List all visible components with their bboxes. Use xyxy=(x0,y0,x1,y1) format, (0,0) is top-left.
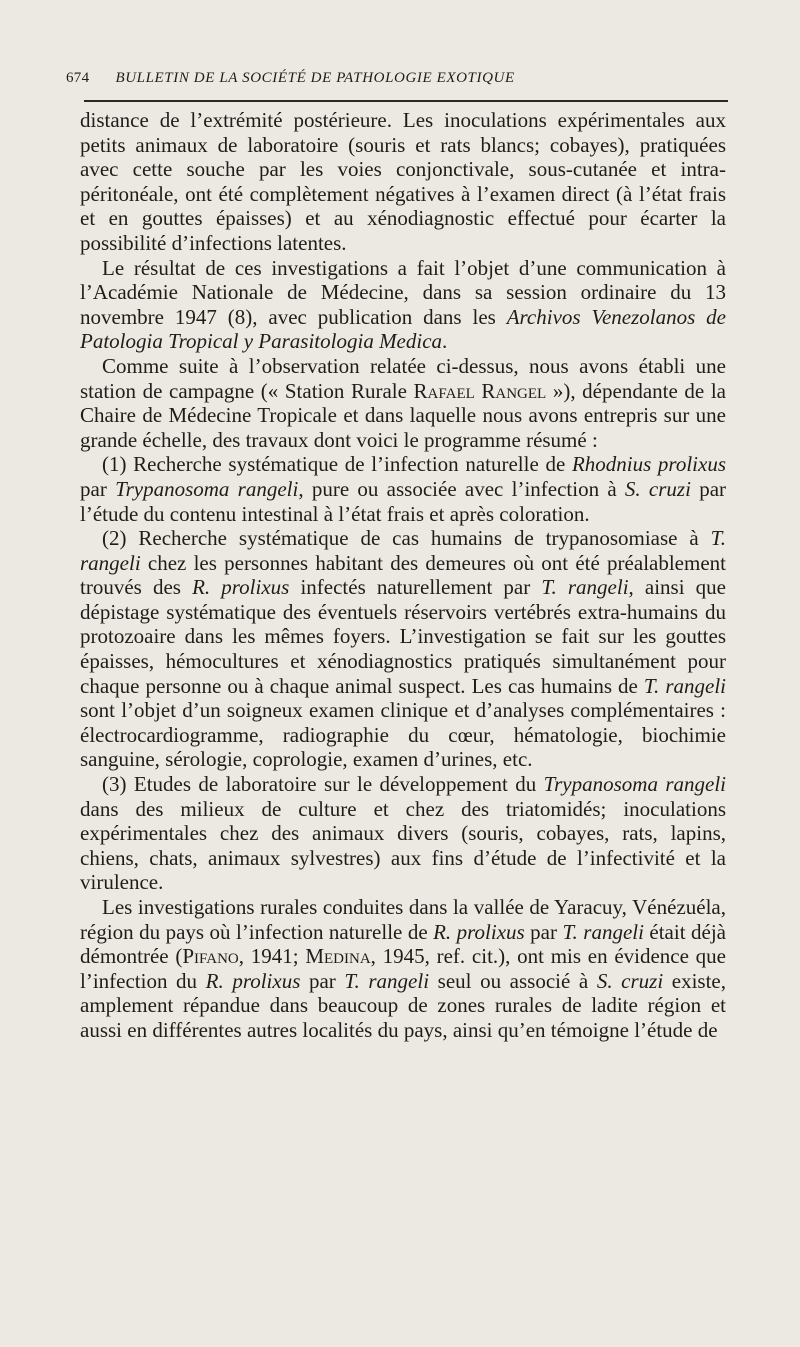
text-run: seul ou associé à xyxy=(429,968,597,993)
small-caps-name: Medina xyxy=(305,944,371,969)
italic-text: Rhodnius prolixus xyxy=(571,452,726,477)
body-text xyxy=(80,108,726,1043)
italic-text: R. prolixus xyxy=(433,919,525,944)
italic-text: S. cruzi xyxy=(624,476,691,501)
italic-text: Trypanosoma rangeli xyxy=(543,772,726,797)
text-run: par xyxy=(524,919,563,944)
text-run: par l’étude du contenu intestinal à l’état frais et après coloration. xyxy=(80,476,727,526)
italic-text: Archivos Venezolanos de Patologia Tropical y Parasitologia Medica xyxy=(80,304,726,354)
italic-text: T. rangeli xyxy=(562,919,644,944)
paragraph xyxy=(80,108,726,256)
paragraph xyxy=(80,526,726,772)
text-run: Comme suite à l’observation relatée ci-dessus, nous avons établi une station de campagne (« Station Rurale xyxy=(80,353,726,403)
small-caps-name: Pifano xyxy=(182,944,239,969)
paragraph xyxy=(80,895,726,1043)
text-run: chez les personnes habitant des demeures où ont été préalablement trouvés des xyxy=(80,550,726,600)
text-run: Le résultat de ces investigations a fait l’objet d’une communication à l’Académie Nationale de Médecine, dans sa session ordinaire du 13 novembre 1947 (8), avec publication dans les xyxy=(80,255,726,329)
running-title: BULLETIN DE LA SOCIÉTÉ DE PATHOLOGIE EXOTIQUE xyxy=(115,70,515,86)
text-run: était déjà démontrée ( xyxy=(80,919,726,969)
text-run: , 1941; xyxy=(238,944,306,969)
italic-text: Trypanosoma rangeli xyxy=(115,476,299,501)
text-run: distance de l’extrémité postérieure. Les inoculations expérimentales aux petits animaux de laboratoire (souris et rats blancs; cobayes), pratiquées avec cette souche par les voies conjonctivale, sous-cutanée et intra-péritonéale, ont été complètement négatives à l’examen direct (à l’état frais et en gouttes épaisses) et au xénodiagnostic effectué pour écarter la possibilité d’infections latentes. xyxy=(80,108,726,255)
text-run: . xyxy=(442,329,448,354)
paragraph xyxy=(80,452,726,526)
running-header xyxy=(66,68,726,88)
page-number: 674 xyxy=(66,70,90,86)
paragraph xyxy=(80,354,726,452)
text-run: »), dépendante de la Chaire de Médecine Tropicale et dans laquelle nous avons entrepris sur une grande échelle, des travaux dont voici le programme résumé : xyxy=(80,378,726,452)
text-run: par xyxy=(300,968,345,993)
text-run: par xyxy=(80,476,116,501)
text-run: Les investigations rurales conduites dans la vallée de Yaracuy, Vénézuéla, région du pays où l’infection naturelle de xyxy=(80,895,726,944)
paragraph xyxy=(80,256,726,354)
text-run: (1) Recherche systématique de l’infection naturelle de xyxy=(102,452,572,477)
italic-text: T. rangeli xyxy=(643,673,726,698)
text-run: infectés naturellement par xyxy=(289,575,542,600)
italic-text: T. rangeli xyxy=(80,526,726,575)
italic-text: T. rangeli xyxy=(344,968,430,993)
italic-text: T. rangeli xyxy=(541,575,629,600)
italic-text: R. prolixus xyxy=(192,575,290,600)
italic-text: R. prolixus xyxy=(205,968,301,993)
paragraph xyxy=(80,772,726,895)
text-run: sont l’objet d’un soigneux examen clinique et d’analyses complémentaires : électrocardiogramme, radiographie du cœur, hématologie, biochimie sanguine, sérologie, coprologie, examen d’urines, etc. xyxy=(80,698,726,772)
text-run: , pure ou associée avec l’infection à xyxy=(298,476,625,501)
text-run: , 1945, ref. cit.), ont mis en évidence que l’infection du xyxy=(80,944,726,993)
italic-text: S. cruzi xyxy=(596,968,664,993)
text-run: (3) Etudes de laboratoire sur le développement du xyxy=(102,772,544,797)
text-run: (2) Recherche systématique de cas humains de trypanosomiase à xyxy=(102,526,711,551)
small-caps-name: Rafael Rangel xyxy=(413,378,547,403)
header-rule xyxy=(84,100,728,102)
text-run: , ainsi que dépistage systématique des éventuels réservoirs vertébrés extra-humains du protozoaire dans les mêmes foyers. L’investigation se fait sur les gouttes épaisses, hémocultures et xénodiagnostics pratiqués simultanément pour chaque personne ou à chaque animal suspect. Les cas humains de xyxy=(80,575,727,698)
text-run: existe, amplement répandue dans beaucoup de zones rurales de ladite région et aussi en différentes autres localités du pays, ainsi qu’en témoigne l’étude de xyxy=(80,968,726,1042)
text-run: dans des milieux de culture et chez des triatomidés; inoculations expérimentales chez des animaux divers (souris, cobayes, rats, lapins, chiens, chats, animaux sylvestres) aux fins d’étude de l’infectivité et la virulence. xyxy=(80,796,726,895)
